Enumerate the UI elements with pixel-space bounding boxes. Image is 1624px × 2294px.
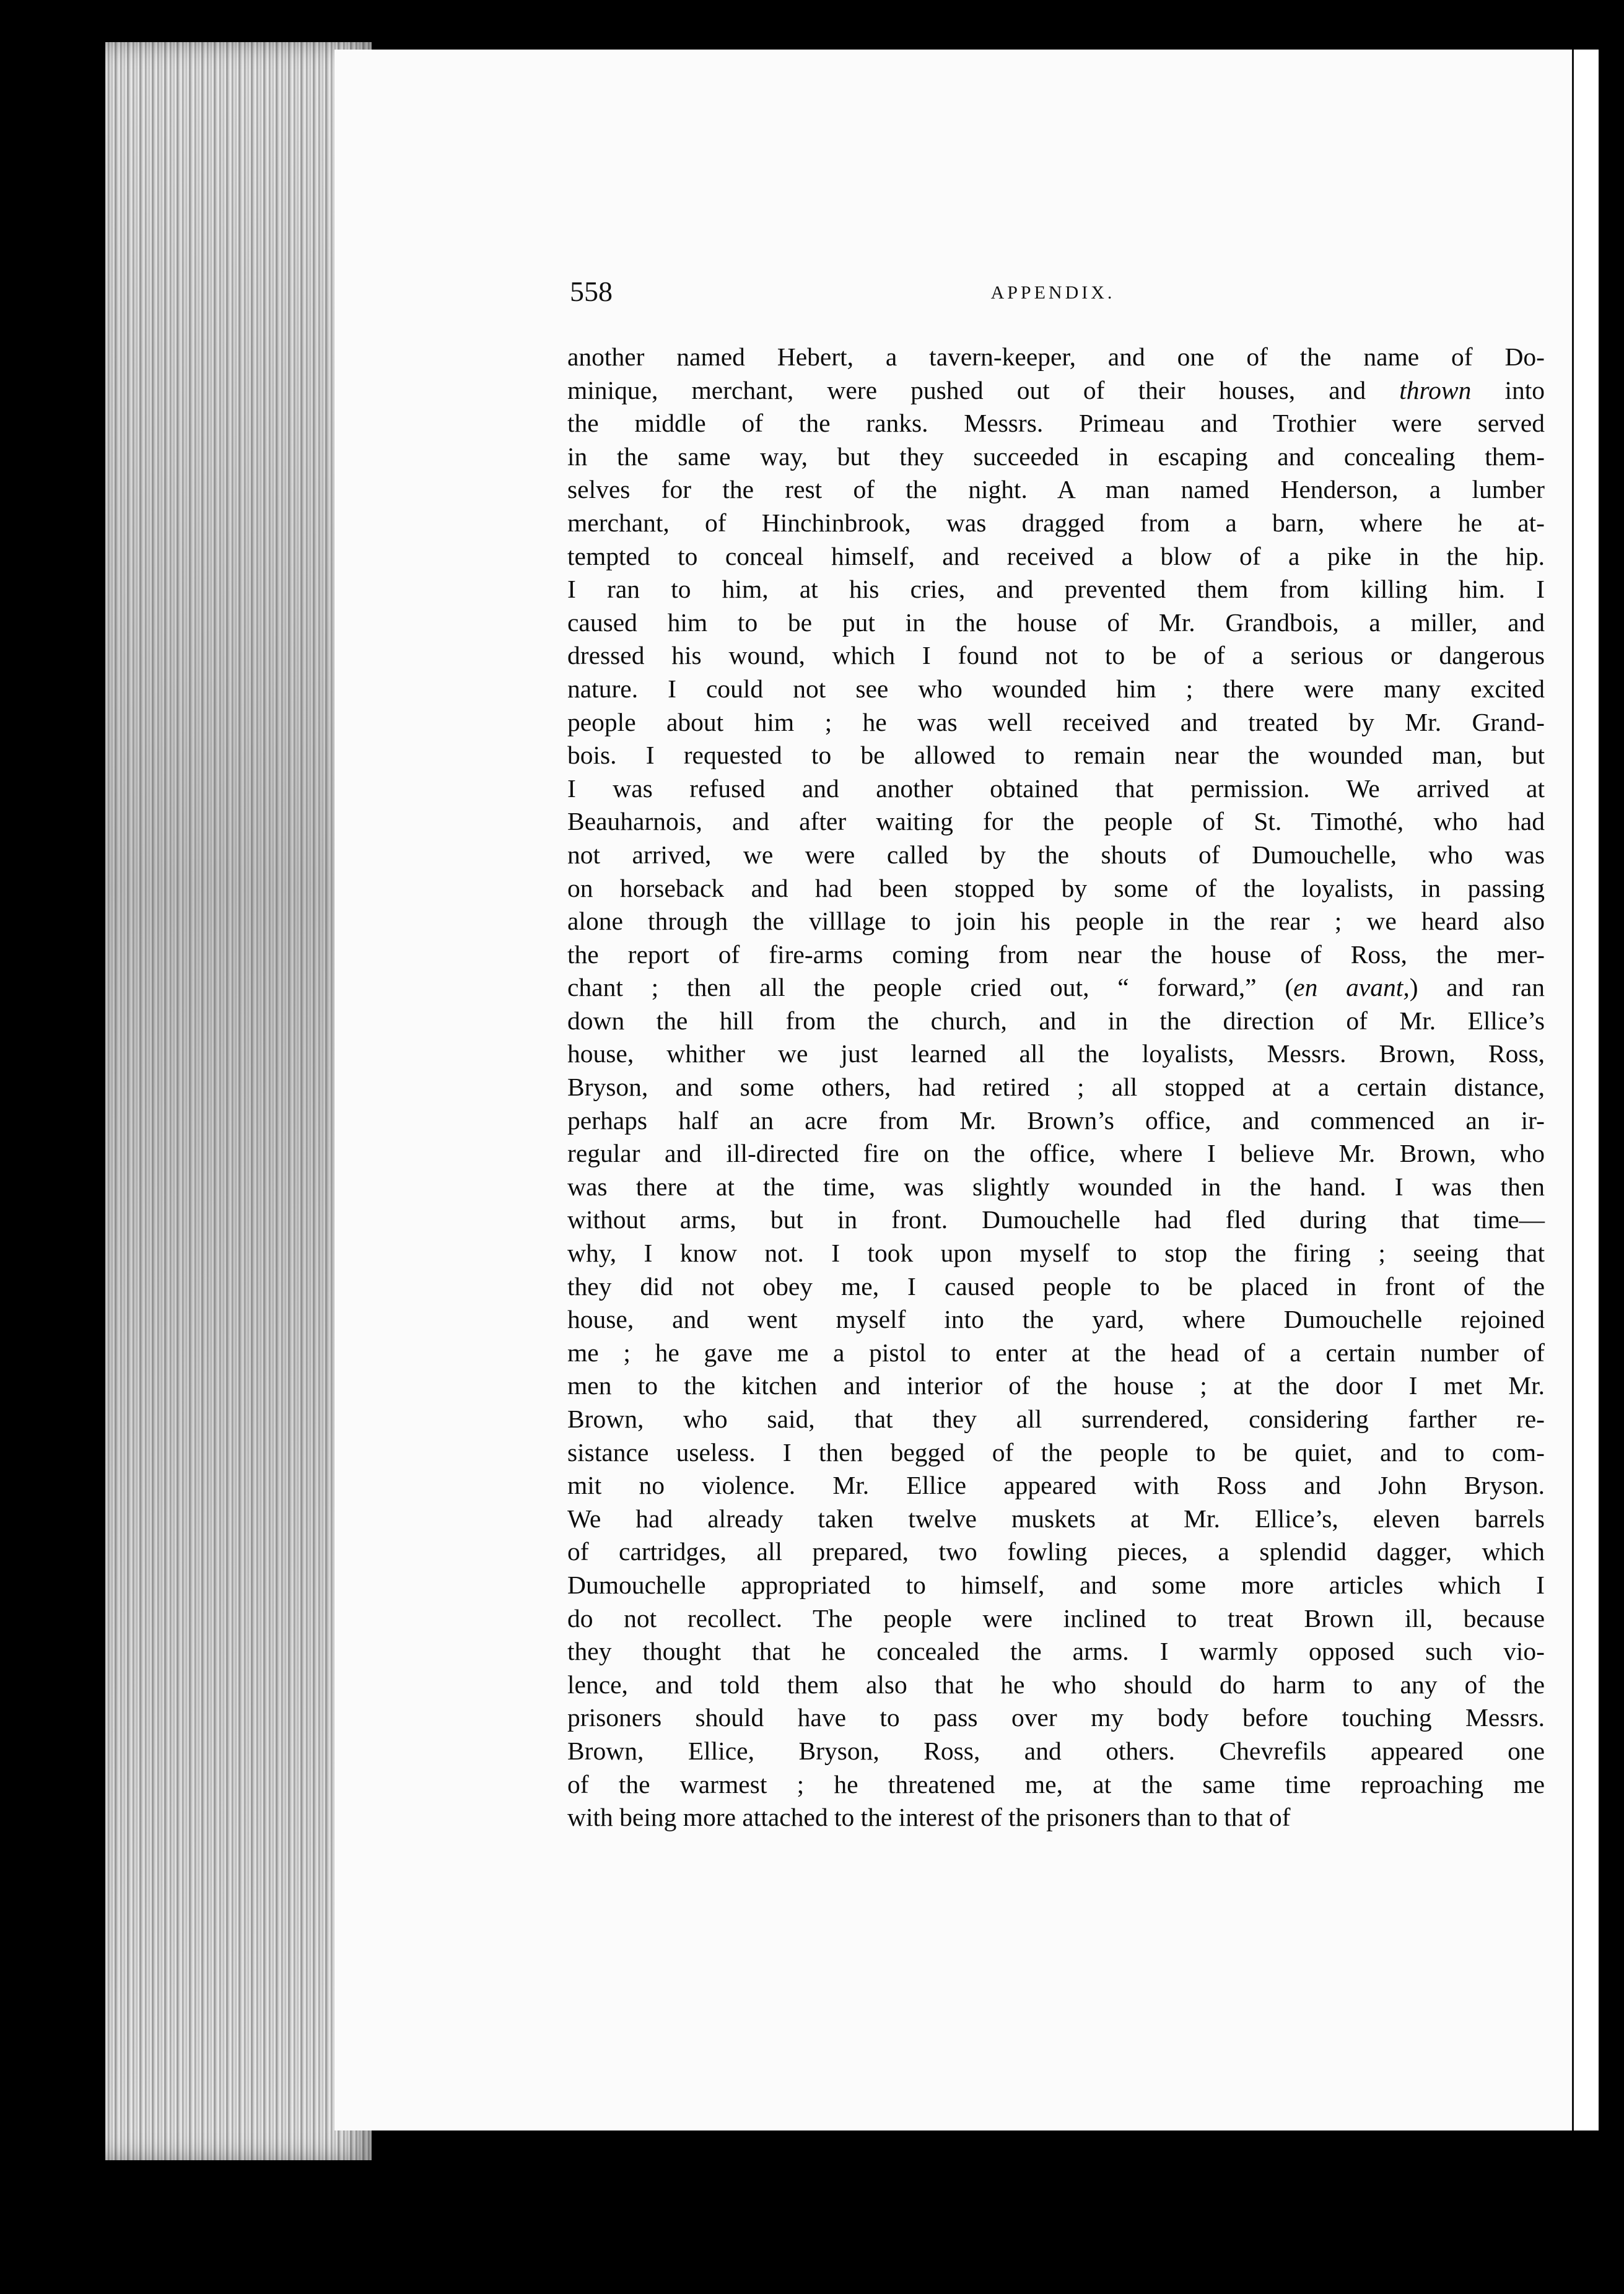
text-line: of the warmest ; he threatened me, at the same time reproaching me: [567, 1769, 1545, 1799]
text-line: me ; he gave me a pistol to enter at the head of a certain number of: [567, 1338, 1545, 1367]
text-line: regular and ill-directed fire on the office, where I believe Mr. Brown, who: [567, 1139, 1545, 1168]
book-page: [334, 50, 1586, 2130]
page-number: 558: [570, 276, 613, 307]
text-line: Beauharnois, and after waiting for the people of St. Timothé, who had: [567, 807, 1545, 836]
text-line: they thought that he concealed the arms. I warmly opposed such vio-: [567, 1637, 1545, 1666]
body-text: [567, 341, 1545, 1834]
page-header: [570, 275, 1536, 325]
text-line: bois. I requested to be allowed to remain near the wounded man, but: [567, 741, 1545, 770]
text-line: house, whither we just learned all the loyalists, Messrs. Brown, Ross,: [567, 1039, 1545, 1068]
text-line: the report of fire-arms coming from near the house of Ross, the mer-: [567, 940, 1545, 969]
text-line: lence, and told them also that he who should do harm to any of the: [567, 1670, 1545, 1699]
text-line: the middle of the ranks. Messrs. Primeau and Trothier were served: [567, 409, 1545, 438]
text-line: Dumouchelle appropriated to himself, and some more articles which I: [567, 1570, 1545, 1599]
text-line: I ran to him, at his cries, and prevented them from killing him. I: [567, 575, 1545, 604]
text-line: of cartridges, all prepared, two fowling pieces, a splendid dagger, which: [567, 1537, 1545, 1566]
text-line: prisoners should have to pass over my body before touching Messrs.: [567, 1703, 1545, 1732]
text-line: with being more attached to the interest of the prisoners than to that of: [567, 1803, 1291, 1832]
text-line: house, and went myself into the yard, where Dumouchelle rejoined: [567, 1305, 1545, 1334]
text-line: another named Hebert, a tavern-keeper, and one of the name of Do-: [567, 342, 1545, 371]
text-line: tempted to conceal himself, and received a blow of a pike in the hip.: [567, 541, 1545, 570]
text-line: merchant, of Hinchinbrook, was dragged from a barn, where he at-: [567, 508, 1545, 537]
text-line: Brown, who said, that they all surrendered, considering farther re-: [567, 1405, 1545, 1433]
text-line: Bryson, and some others, had retired ; all stopped at a certain distance,: [567, 1073, 1545, 1102]
text-line: down the hill from the church, and in the direction of Mr. Ellice’s: [567, 1006, 1545, 1035]
italic-phrase: thrown: [1399, 375, 1472, 404]
italic-phrase: en avant,: [1293, 973, 1410, 1002]
book-page-edges: [105, 42, 372, 2160]
next-page-edge: [1572, 50, 1599, 2130]
text-line: people about him ; he was well received and treated by Mr. Grand-: [567, 707, 1545, 736]
text-line: perhaps half an acre from Mr. Brown’s office, and commenced an ir-: [567, 1106, 1545, 1135]
text-line: they did not obey me, I caused people to be placed in front of the: [567, 1271, 1545, 1301]
text-line: minique, merchant, were pushed out of their houses, and thrown into: [567, 375, 1545, 404]
text-line: sistance useless. I then begged of the people to be quiet, and to com-: [567, 1437, 1545, 1467]
text-line: not arrived, we were called by the shouts of Dumouchelle, who was: [567, 840, 1545, 869]
text-line: Brown, Ellice, Bryson, Ross, and others. Chevrefils appeared one: [567, 1736, 1545, 1765]
text-line: on horseback and had been stopped by some of the loyalists, in passing: [567, 873, 1545, 902]
text-line: chant ; then all the people cried out, “ forward,” (en avant,) and ran: [567, 973, 1545, 1002]
text-line: mit no violence. Mr. Ellice appeared with Ross and John Bryson.: [567, 1471, 1545, 1500]
text-line: dressed his wound, which I found not to be of a serious or dangerous: [567, 641, 1545, 670]
text-line: selves for the rest of the night. A man named Henderson, a lumber: [567, 475, 1545, 504]
text-line: in the same way, but they succeeded in escaping and concealing them-: [567, 442, 1545, 471]
text-line: alone through the villlage to join his people in the rear ; we heard also: [567, 907, 1545, 936]
text-line: nature. I could not see who wounded him ; there were many excited: [567, 674, 1545, 703]
text-line: was there at the time, was slightly wounded in the hand. I was then: [567, 1172, 1545, 1201]
running-head: APPENDIX.: [990, 282, 1115, 303]
text-line: I was refused and another obtained that permission. We arrived at: [567, 774, 1545, 803]
text-line: without arms, but in front. Dumouchelle had fled during that time—: [567, 1205, 1545, 1234]
text-line: why, I know not. I took upon myself to stop the firing ; seeing that: [567, 1239, 1545, 1268]
text-line: caused him to be put in the house of Mr. Grandbois, a miller, and: [567, 608, 1545, 637]
text-line: men to the kitchen and interior of the house ; at the door I met Mr.: [567, 1371, 1545, 1400]
text-line: We had already taken twelve muskets at Mr. Ellice’s, eleven barrels: [567, 1504, 1545, 1533]
text-line: do not recollect. The people were inclined to treat Brown ill, because: [567, 1603, 1545, 1633]
